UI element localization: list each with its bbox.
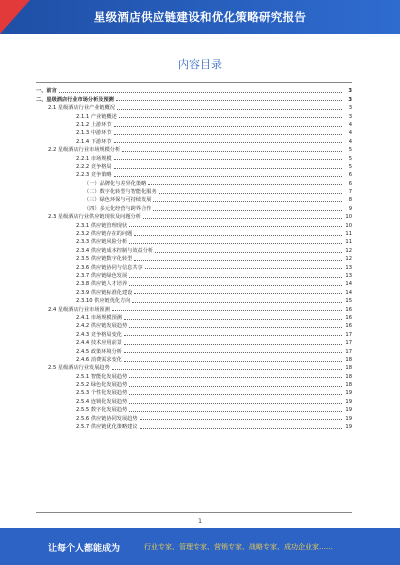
toc-entry-page: 17 bbox=[345, 348, 352, 355]
table-of-contents bbox=[36, 86, 352, 430]
dot-leader bbox=[124, 352, 342, 353]
dot-leader bbox=[112, 310, 342, 311]
toc-entry[interactable] bbox=[36, 396, 352, 404]
toc-entry[interactable] bbox=[36, 296, 352, 304]
toc-entry-text: 2.4 星级酒店行业市场预测 bbox=[48, 306, 110, 313]
toc-entry[interactable] bbox=[36, 128, 352, 136]
toc-entry-page: 18 bbox=[345, 365, 352, 372]
toc-entry[interactable] bbox=[36, 388, 352, 396]
toc-entry-page: 3 bbox=[348, 113, 352, 120]
toc-entry-text: 2.3.2 供应链存在的问题 bbox=[76, 231, 133, 238]
toc-entry-page: 14 bbox=[345, 281, 352, 288]
dot-leader bbox=[129, 243, 342, 244]
toc-entry-page: 18 bbox=[345, 382, 352, 389]
toc-entry-page: 7 bbox=[348, 189, 352, 196]
toc-entry-text: 2.4.3 竞争格局变化 bbox=[76, 331, 122, 338]
toc-entry-text: 2.3.6 供应链协同与信息共享 bbox=[76, 264, 143, 271]
toc-entry[interactable] bbox=[36, 237, 352, 245]
toc-entry-page: 10 bbox=[345, 222, 352, 229]
toc-entry-text: 2.1.1 产业链概述 bbox=[76, 113, 117, 120]
toc-entry-text: 2.5.5 数字化发展趋势 bbox=[76, 407, 128, 414]
toc-entry-text: 2.5.7 供应链优化策略建议 bbox=[76, 424, 138, 431]
toc-entry[interactable] bbox=[36, 422, 352, 430]
toc-entry-text: 2.5 星级酒店行业发展趋势 bbox=[48, 365, 110, 372]
toc-entry[interactable] bbox=[36, 279, 352, 287]
toc-entry[interactable] bbox=[36, 103, 352, 111]
page-header bbox=[0, 0, 400, 34]
dot-leader bbox=[112, 369, 342, 370]
toc-entry[interactable] bbox=[36, 162, 352, 170]
toc-entry[interactable] bbox=[36, 111, 352, 119]
toc-entry[interactable] bbox=[36, 245, 352, 253]
dot-leader bbox=[153, 201, 342, 202]
toc-entry[interactable] bbox=[36, 363, 352, 371]
toc-entry-text: 2.1.2 上游环节 bbox=[76, 121, 112, 128]
dot-leader bbox=[124, 319, 342, 320]
dot-leader bbox=[129, 411, 342, 412]
dot-leader bbox=[114, 142, 342, 143]
toc-entry[interactable] bbox=[36, 145, 352, 153]
toc-entry[interactable] bbox=[36, 136, 352, 144]
page-number: 1 bbox=[198, 518, 202, 525]
toc-top-rule bbox=[36, 82, 352, 83]
toc-entry[interactable] bbox=[36, 254, 352, 262]
toc-entry-text: 2.4.2 供应链发展趋势 bbox=[76, 323, 128, 330]
toc-entry-text: 2.5.2 绿色化发展趋势 bbox=[76, 382, 128, 389]
dot-leader bbox=[129, 377, 342, 378]
toc-entry-page: 3 bbox=[348, 88, 352, 95]
toc-entry-page: 17 bbox=[345, 331, 352, 338]
dot-leader bbox=[148, 184, 342, 185]
toc-entry-page: 19 bbox=[345, 390, 352, 397]
toc-entry[interactable] bbox=[36, 346, 352, 354]
dot-leader bbox=[153, 210, 342, 211]
toc-bottom-rule bbox=[36, 512, 352, 513]
dot-leader bbox=[140, 428, 342, 429]
toc-entry-page: 19 bbox=[345, 398, 352, 405]
toc-entry-text: 2.3.8 供应链人才培养 bbox=[76, 281, 128, 288]
dot-leader bbox=[155, 252, 342, 253]
dot-leader bbox=[114, 176, 342, 177]
toc-entry[interactable] bbox=[36, 262, 352, 270]
dot-leader bbox=[114, 126, 342, 127]
dot-leader bbox=[129, 226, 342, 227]
dot-leader bbox=[134, 293, 342, 294]
toc-entry-page: 11 bbox=[345, 239, 352, 246]
toc-entry[interactable] bbox=[36, 355, 352, 363]
dot-leader bbox=[122, 151, 342, 152]
dot-leader bbox=[134, 235, 342, 236]
toc-entry-page: 13 bbox=[345, 272, 352, 279]
dot-leader bbox=[132, 302, 342, 303]
dot-leader bbox=[124, 361, 342, 362]
toc-entry[interactable] bbox=[36, 170, 352, 178]
page-footer bbox=[0, 528, 400, 565]
toc-entry[interactable] bbox=[36, 271, 352, 279]
footer-tagline: 行业专家、管理专家、营销专家、战略专家、成功企业家…… bbox=[144, 543, 333, 551]
toc-entry-text: （二）数字化转型与智能化服务 bbox=[84, 189, 157, 196]
toc-entry-text: 2.3.9 供应链标准化建设 bbox=[76, 289, 133, 296]
toc-entry-page: 3 bbox=[348, 105, 352, 112]
toc-entry-text: 2.1 星级酒店行业产业链概况 bbox=[48, 105, 115, 112]
footer-slogan: 让每个人都能成为 bbox=[48, 544, 121, 554]
dot-leader bbox=[129, 277, 342, 278]
dot-leader bbox=[129, 285, 342, 286]
toc-entry-page: 18 bbox=[345, 373, 352, 380]
toc-entry-text: 2.2 星级酒店行业市场规模分析 bbox=[48, 147, 121, 154]
dot-leader bbox=[119, 117, 342, 118]
toc-entry[interactable] bbox=[36, 178, 352, 186]
toc-entry[interactable] bbox=[36, 313, 352, 321]
toc-entry[interactable] bbox=[36, 321, 352, 329]
dot-leader bbox=[117, 109, 342, 110]
dot-leader bbox=[143, 218, 342, 219]
toc-entry[interactable] bbox=[36, 94, 352, 102]
toc-entry[interactable] bbox=[36, 304, 352, 312]
toc-entry-page: 16 bbox=[345, 314, 352, 321]
dot-leader bbox=[159, 193, 342, 194]
dot-leader bbox=[140, 419, 342, 420]
report-title: 星级酒店供应链建设和优化策略研究报告 bbox=[93, 10, 307, 24]
toc-entry[interactable] bbox=[36, 153, 352, 161]
toc-entry[interactable] bbox=[36, 287, 352, 295]
toc-entry-page: 14 bbox=[345, 289, 352, 296]
dot-leader bbox=[114, 134, 342, 135]
toc-entry-page: 18 bbox=[345, 356, 352, 363]
dot-leader bbox=[124, 344, 342, 345]
toc-entry-page: 3 bbox=[348, 96, 352, 103]
toc-entry-text: 一、前言 bbox=[36, 88, 57, 95]
toc-entry-text: 2.1.3 中游环节 bbox=[76, 130, 112, 137]
dot-leader bbox=[129, 386, 342, 387]
toc-entry-page: 16 bbox=[345, 323, 352, 330]
toc-entry-text: 2.5.4 连锁化发展趋势 bbox=[76, 398, 128, 405]
toc-entry-page: 12 bbox=[345, 256, 352, 263]
toc-entry-page: 11 bbox=[345, 231, 352, 238]
toc-entry-text: 2.5.6 供应链协同发展趋势 bbox=[76, 415, 138, 422]
dot-leader bbox=[124, 335, 342, 336]
toc-entry-page: 6 bbox=[348, 180, 352, 187]
toc-entry[interactable] bbox=[36, 220, 352, 228]
toc-entry-page: 17 bbox=[345, 340, 352, 347]
toc-entry-page: 4 bbox=[348, 138, 352, 145]
toc-entry-page: 12 bbox=[345, 247, 352, 254]
toc-entry[interactable] bbox=[36, 187, 352, 195]
toc-entry-page: 8 bbox=[348, 197, 352, 204]
toc-entry[interactable] bbox=[36, 371, 352, 379]
toc-entry[interactable] bbox=[36, 203, 352, 211]
toc-entry-text: 2.3.10 供应链优化方向 bbox=[76, 298, 131, 305]
dot-leader bbox=[129, 327, 342, 328]
toc-entry-page: 5 bbox=[348, 155, 352, 162]
toc-entry[interactable] bbox=[36, 120, 352, 128]
toc-entry[interactable] bbox=[36, 413, 352, 421]
toc-entry[interactable] bbox=[36, 195, 352, 203]
toc-entry-page: 6 bbox=[348, 172, 352, 179]
toc-entry-page: 9 bbox=[348, 205, 352, 212]
toc-entry-page: 19 bbox=[345, 424, 352, 431]
toc-entry-page: 5 bbox=[348, 147, 352, 154]
toc-entry-page: 15 bbox=[345, 298, 352, 305]
dot-leader bbox=[59, 92, 342, 93]
dot-leader bbox=[145, 268, 342, 269]
toc-entry[interactable] bbox=[36, 86, 352, 94]
toc-entry-text: 2.2.1 市场规模 bbox=[76, 155, 112, 162]
toc-entry-text: 二、星级酒店行业市场分析及预测 bbox=[36, 96, 114, 103]
toc-entry-text: 2.4.4 技术应用前景 bbox=[76, 340, 122, 347]
toc-entry-text: （四）多元化经营与跨界合作 bbox=[84, 205, 152, 212]
toc-entry-text: 2.3.3 供应链风险分析 bbox=[76, 239, 128, 246]
toc-entry-text: 2.4.1 市场规模预测 bbox=[76, 314, 122, 321]
dot-leader bbox=[114, 168, 342, 169]
toc-entry-text: 2.5.1 智能化发展趋势 bbox=[76, 373, 128, 380]
toc-entry-text: 2.2.3 竞争策略 bbox=[76, 172, 112, 179]
dot-leader bbox=[116, 100, 342, 101]
toc-entry[interactable] bbox=[36, 212, 352, 220]
toc-entry-page: 4 bbox=[348, 121, 352, 128]
dot-leader bbox=[114, 159, 342, 160]
toc-entry-text: （一）品牌化与差异化策略 bbox=[84, 180, 147, 187]
toc-entry-page: 10 bbox=[345, 214, 352, 221]
dot-leader bbox=[129, 403, 342, 404]
toc-entry-text: 2.3 星级酒店行业供应链现状及问题分析 bbox=[48, 214, 141, 221]
dot-leader bbox=[129, 394, 342, 395]
toc-entry[interactable] bbox=[36, 380, 352, 388]
toc-entry[interactable] bbox=[36, 329, 352, 337]
toc-entry[interactable] bbox=[36, 229, 352, 237]
toc-entry-text: 2.3.7 供应链绿色发展 bbox=[76, 272, 128, 279]
toc-entry-text: 2.3.1 供应链管理现状 bbox=[76, 222, 128, 229]
toc-entry-page: 5 bbox=[348, 163, 352, 170]
dot-leader bbox=[134, 260, 342, 261]
toc-entry-text: 2.1.4 下游环节 bbox=[76, 138, 112, 145]
toc-entry-page: 19 bbox=[345, 415, 352, 422]
toc-entry-text: 2.4.6 消费需求变化 bbox=[76, 356, 122, 363]
toc-entry-page: 19 bbox=[345, 407, 352, 414]
toc-entry-text: 2.4.5 政策环境分析 bbox=[76, 348, 122, 355]
toc-entry[interactable] bbox=[36, 338, 352, 346]
toc-entry-page: 4 bbox=[348, 130, 352, 137]
toc-entry-text: 2.3.5 供应链数字化转型 bbox=[76, 256, 133, 263]
toc-entry-text: 2.3.4 供应链成本控制与效益分析 bbox=[76, 247, 154, 254]
toc-entry-text: 2.5.3 个性化发展趋势 bbox=[76, 390, 128, 397]
toc-heading: 内容目录 bbox=[178, 58, 222, 71]
toc-entry-text: （三）绿色环保与可持续发展 bbox=[84, 197, 152, 204]
toc-entry[interactable] bbox=[36, 405, 352, 413]
toc-entry-page: 16 bbox=[345, 306, 352, 313]
toc-entry-page: 13 bbox=[345, 264, 352, 271]
toc-entry-text: 2.2.2 竞争格局 bbox=[76, 163, 112, 170]
